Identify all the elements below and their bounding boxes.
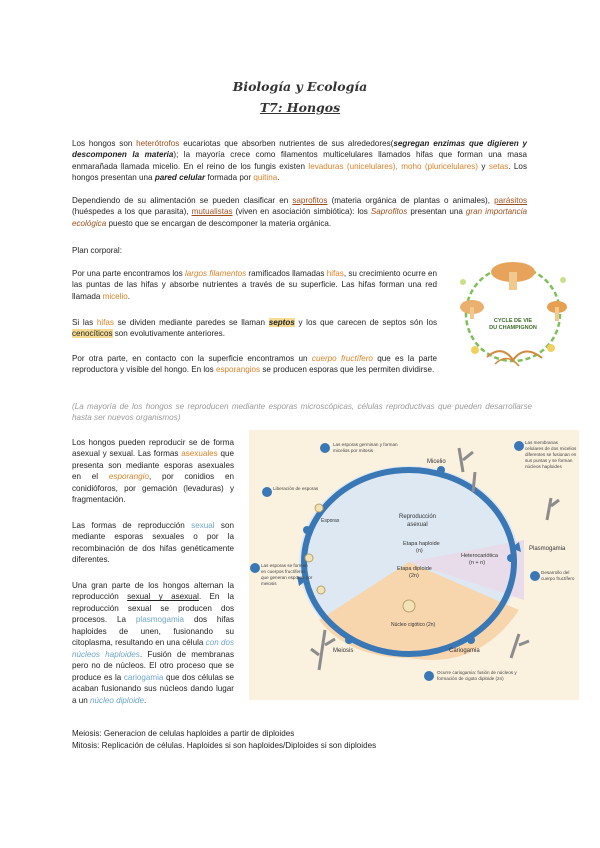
diagram-meiosis: Meiosis — [333, 648, 354, 654]
septos-text-c: y los que carecen de septos són los — [294, 318, 437, 327]
term-esporangio: esporangio — [108, 472, 149, 482]
diagram-step-1: Las esporas germinan y forman micelios por mitosis — [333, 442, 398, 453]
esporas-note: (La mayoría de los hongos se reproducen mediante esporas microscópicas, células reproductivas que pueden desarrollarse hasta ser nuevos organismos) — [72, 402, 532, 423]
hifas-paragraph — [72, 268, 437, 302]
term-micelio: micelio — [102, 291, 128, 301]
alim-text-a: Dependiendo de su alimentación se pueden clasificar en — [72, 196, 293, 205]
alim-text-b: (materia orgánica de plantas o animales), — [327, 196, 495, 205]
cuerpo-text-c: se producen esporas que les permiten dividirse. — [260, 365, 435, 375]
subtitle-text: T7: Hongos — [259, 100, 341, 115]
sexual-paragraph — [72, 520, 234, 566]
diagram-step-4: Las membranas celulares de dos micelios diferentes se fusionan en sus puntas y se forman núcleos haploides — [525, 440, 577, 469]
altern-text-f: . — [144, 695, 147, 705]
term-pared-celular: pared celular — [154, 173, 206, 183]
diagram-heterocariotica-2: (n + n) — [469, 560, 486, 566]
septos-text-b: se dividen mediante paredes se llaman — [113, 318, 269, 327]
mushroom-life-cycle-image — [447, 252, 580, 382]
diagram-cigoto: Núcleo cigótico (2n) — [391, 622, 436, 628]
document-title: Biología y Ecología — [232, 79, 368, 94]
alternancia-paragraph — [72, 580, 234, 706]
intro-paragraph — [72, 138, 527, 184]
term-nucleo-diploide: núcleo diploide — [90, 695, 145, 705]
term-cenociticos: cenocíticos — [72, 329, 113, 339]
alim-text-d: (viven en asociación simbiótica): los — [232, 207, 371, 217]
term-plasmogamia: plasmogamia — [135, 615, 185, 625]
diagram-fase-diploide-n: (2n) — [409, 573, 419, 579]
reprod-text-a: Los hongos pueden reproducir se de forma asexual y sexual. Las formas — [72, 438, 234, 459]
diagram-esporas: Esporas — [321, 518, 340, 524]
diagram-fase-haploide: Etapa haploide — [403, 541, 440, 547]
intro-text-c: ); la mayoría crece como filamentos multicelulares llamados hifas que forman una masa enmarañada llamada micelio. En el reino de los fungis existen — [72, 150, 527, 171]
intro-text-a: Los hongos son — [72, 139, 137, 148]
hifas-text-d: . — [127, 291, 131, 301]
term-hifas-2: hifas — [96, 318, 114, 327]
altern-text-a: Una gran parte de los hongos alternan la reproducción — [72, 581, 234, 602]
intro-text-e: y — [477, 161, 489, 171]
cycle-label-2: DU CHAMPIGNON — [489, 325, 537, 331]
intro-text-h: . — [277, 173, 280, 183]
term-largos-filamentos: largos filamentos — [184, 269, 247, 278]
hifas-text-c: , su crecimiento ocurre en las puntas de las hifas y absorbe nutrientes a través de su superficie. Las hifas forman una red llamada — [72, 269, 437, 301]
term-cariogamia: cariogamia — [123, 672, 164, 682]
diagram-step-3: Las esporas se forman en cuerpos fructíferos que generan esporas por meiosis — [261, 563, 313, 586]
term-importancia: gran importancia ecológica — [72, 207, 527, 228]
reprod-text-b: que presenta son mediante esporas asexuales en el — [72, 449, 234, 482]
alim-text-c: (huéspedes a los que parasita), — [72, 207, 192, 217]
altern-text-c: dos hifas haploides de unen, fusionando su citoplasma, resultando en una célula — [72, 615, 234, 648]
term-levaduras: levaduras (unicelulares), — [308, 161, 398, 171]
diagram-step-6: Ocurre cariogamia: fusión de núcleos y formación de cigoto diploide (2n) — [437, 670, 517, 681]
diagram-fase-diploide: Etapa diploide — [397, 566, 432, 572]
term-heterotrofos: heterótrofos — [136, 139, 180, 148]
term-moho: moho (pluricelulares) — [401, 161, 478, 171]
term-segregan: segregan enzimas que digieren y descomponen la materia — [72, 139, 528, 160]
diagram-micelio: Micelio — [427, 459, 446, 465]
intro-text-b: eucariotas que absorben nutrientes de sus alrededores( — [179, 139, 394, 148]
plan-corporal-heading: Plan corporal: — [72, 246, 122, 255]
cuerpo-text-b: que es la parte reproductora y visible del hongo. En los — [72, 354, 438, 375]
septos-text-a: Si las — [72, 318, 97, 327]
term-saprofitos: saprofitos — [292, 196, 328, 205]
term-quitina: quitina — [253, 173, 278, 183]
diagram-cariogamia: Cariogamia — [449, 648, 480, 654]
intro-text-g: formada por — [205, 173, 254, 183]
diagram-plasmogamia: Plasmogamia — [529, 546, 566, 552]
reproduccion-paragraph — [72, 437, 234, 506]
cuerpo-paragraph — [72, 353, 437, 376]
altern-text-d: . Fusión de membranas pero no de núcleos. El otro proceso que se produce es la — [72, 649, 234, 682]
alim-text-e: presentan una — [407, 207, 466, 217]
diagram-step-2: Liberación de esporas — [273, 486, 319, 491]
mushroom-cycle-svg — [447, 252, 580, 382]
term-nucleos-haploides: con dos núcleos haploides — [72, 638, 234, 659]
fungal-life-cycle-diagram — [249, 430, 579, 700]
altern-text-e: que dos células se acaban fusionando sus núcleos dando lugar a un — [72, 672, 235, 705]
term-hifas: hifas — [326, 269, 344, 278]
hifas-text-b: ramificados llamadas — [246, 269, 327, 278]
mitosis-line: Mitosis: Replicación de células. Haploides si son haploides/Diploides si son diploides — [72, 741, 377, 750]
term-sexual: sexual — [191, 521, 215, 530]
diagram-repro-asexual-1: Reproducción — [399, 514, 437, 520]
alim-text-f: puesto que se encargan de descomponer la materia orgánica. — [106, 218, 332, 228]
hifas-text-a: Por una parte encontramos los — [72, 269, 185, 278]
diagram-repro-asexual-2: asexual — [407, 522, 428, 528]
septos-text-d: son evolutivamente anteriores. — [112, 329, 225, 339]
alimentacion-paragraph — [72, 195, 527, 229]
diagram-heterocariotica-1: Heterocariótica — [461, 553, 498, 559]
cuerpo-text-a: Por otra parte, en contacto con la superficie encontramos un — [72, 354, 312, 363]
term-parasitos: parásitos — [494, 196, 527, 205]
term-setas: setas — [488, 161, 509, 171]
reprod-text-c: , por conidios en conidióforos, por gemación (levaduras) y fragmentación. — [72, 472, 234, 505]
term-mutualistas: mutualistas — [191, 207, 233, 217]
septos-paragraph — [72, 317, 437, 340]
term-esporangios: esporangios — [215, 365, 261, 375]
cycle-label-1: CYCLE DE VIE — [493, 318, 533, 324]
diagram-step-5: Desarrollo del cuerpo fructífero — [541, 570, 575, 581]
term-asexuales: asexuales — [181, 449, 218, 459]
intro-text-f: . Los hongos presentan una — [72, 161, 527, 183]
meiosis-line: Meiosis: Generacion de celulas haploides a partir de diploides — [72, 729, 295, 738]
sexual-text-a: Las formas de reproducción — [72, 521, 192, 530]
diagram-fase-haploide-n: (n) — [416, 548, 423, 554]
term-sexual-asexual: sexual y asexual — [127, 592, 199, 602]
document-subtitle — [0, 99, 600, 117]
term-saprofitos-2: Saprofitos — [370, 207, 408, 217]
altern-text-b: . En la reproducción sexual se producen dos procesos. La — [72, 592, 234, 625]
term-cuerpo-fructifero: cuerpo fructífero — [311, 354, 373, 363]
sexual-text-b: son mediante esporas sexuales o por la recombinación de dos hifas genéticamente diferentes. — [72, 521, 234, 565]
term-septos: septos — [268, 318, 295, 327]
